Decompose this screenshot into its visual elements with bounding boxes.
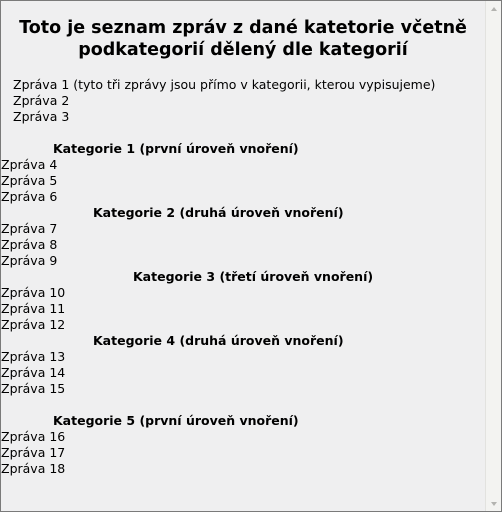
category-1-message-list [1,157,485,205]
message-item[interactable]: Zpráva 6 [1,189,485,205]
message-item[interactable]: Zpráva 8 [1,237,485,253]
category-4-heading: Kategorie 4 (druhá úroveň vnoření) [93,333,344,348]
message-item[interactable]: Zpráva 2 [13,93,70,108]
scroll-up-arrow-icon [491,7,497,11]
message-item[interactable]: Zpráva 11 [1,301,485,317]
category-5-heading: Kategorie 5 (první úroveň vnoření) [53,413,299,428]
top-message-list [1,77,485,125]
message-item[interactable]: Zpráva 13 [1,349,485,365]
message-item[interactable]: Zpráva 16 [1,429,485,445]
category-1-section [1,141,485,397]
category-4-message-list [1,349,485,397]
category-3-heading: Kategorie 3 (třetí úroveň vnoření) [133,269,374,284]
message-item[interactable]: Zpráva 17 [1,445,485,461]
page-title: Toto je seznam zpráv z dané katetorie včetně podkategorií dělený dle kategorií [19,18,467,60]
category-2-message-list [1,221,485,269]
message-item[interactable]: Zpráva 7 [1,221,485,237]
message-item[interactable]: Zpráva 4 [1,157,485,173]
page-content [1,1,485,511]
message-item[interactable]: Zpráva 12 [1,317,485,333]
category-1-heading: Kategorie 1 (první úroveň vnoření) [53,141,299,156]
message-item[interactable]: Zpráva 1 (tyto tři zprávy jsou přímo v kategorii, kterou vypisujeme) [13,77,436,92]
message-item[interactable]: Zpráva 10 [1,285,485,301]
category-5-section [1,413,485,477]
message-item[interactable]: Zpráva 18 [1,461,485,477]
message-item[interactable]: Zpráva 9 [1,253,485,269]
message-item[interactable]: Zpráva 15 [1,381,485,397]
vertical-scrollbar[interactable] [485,1,501,511]
message-item[interactable]: Zpráva 5 [1,173,485,189]
message-item[interactable]: Zpráva 3 [13,109,70,124]
category-5-message-list [1,429,485,477]
scroll-up-button[interactable] [486,1,501,16]
message-item[interactable]: Zpráva 14 [1,365,485,381]
category-3-message-list [1,285,485,333]
scroll-down-button[interactable] [486,496,501,511]
category-2-heading: Kategorie 2 (druhá úroveň vnoření) [93,205,344,220]
scroll-down-arrow-icon [491,502,497,506]
scrollbar-track[interactable] [486,16,501,496]
